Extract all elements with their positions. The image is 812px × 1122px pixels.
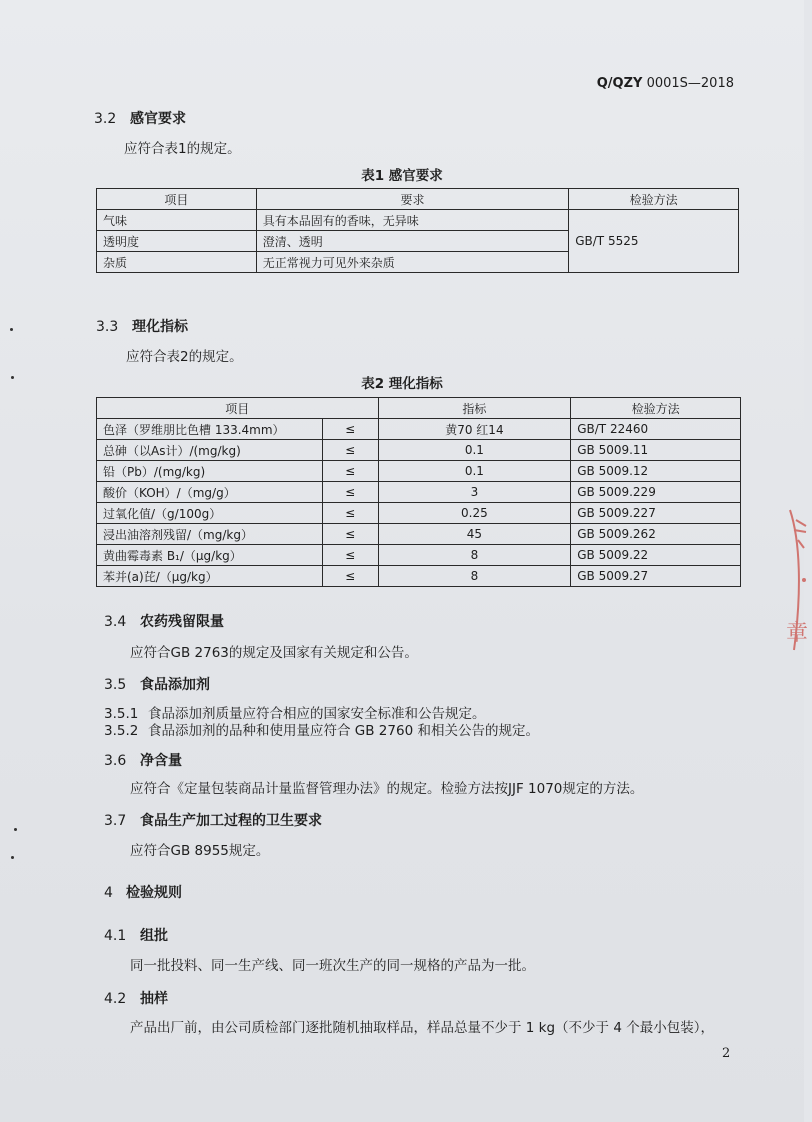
document-code: Q/QZY 0001S—2018: [596, 76, 734, 91]
table2-cell-method: GB 5009.11: [571, 440, 741, 461]
section-heading-3-6: 3.6 净含量: [104, 753, 182, 769]
table2-cell-item: 黄曲霉毒素 B₁/（μg/kg）: [97, 545, 323, 566]
scan-speck: [10, 328, 13, 331]
table1-caption: 表1 感官要求: [361, 168, 443, 184]
table2-cell-method: GB 5009.27: [571, 566, 741, 587]
section-text-3-4: 应符合GB 2763的规定及国家有关规定和公告。: [130, 645, 418, 661]
table2-cell-item: 过氧化值/（g/100g）: [97, 503, 323, 524]
table2-cell-value: 8: [378, 545, 571, 566]
table-row: [97, 461, 741, 482]
table2-cell-value: 45: [378, 524, 571, 545]
section-heading-3-4: 3.4 农药残留限量: [104, 614, 224, 630]
scan-speck: [14, 828, 17, 831]
scan-speck: [11, 856, 14, 859]
table2-cell-item: 酸价（KOH）/（mg/g）: [97, 482, 323, 503]
section-text-3-6: 应符合《定量包装商品计量监督管理办法》的规定。检验方法按JJF 1070规定的方法。: [130, 781, 644, 797]
section-text-4-1: 同一批投料、同一生产线、同一班次生产的同一规格的产品为一批。: [130, 958, 535, 974]
section-heading-3-2: 3.2 感官要求: [94, 111, 186, 127]
stamp-glyph: 章: [786, 621, 809, 646]
table2-cell-method: GB/T 22460: [571, 419, 741, 440]
section-heading-3-7: 3.7 食品生产加工过程的卫生要求: [104, 813, 322, 829]
table2-cell-item: 总砷（以As计）/(mg/kg): [97, 440, 323, 461]
section-heading-3-3: 3.3 理化指标: [96, 319, 188, 335]
table1-header-item: 项目: [97, 189, 257, 210]
table2-cell-value: 0.1: [378, 461, 571, 482]
table2-cell-method: GB 5009.227: [571, 503, 741, 524]
table1-method-cell: GB/T 5525: [569, 210, 739, 273]
table2-cell-item: 苯并(a)芘/（μg/kg）: [97, 566, 323, 587]
table2-cell-value: 黄70 红14: [378, 419, 571, 440]
table2-cell-op: ≤: [322, 461, 378, 482]
section-text-4-2: 产品出厂前，由公司质检部门逐批随机抽取样品，样品总量不少于 1 kg（不少于 4 个最小包装），: [130, 1020, 714, 1036]
table2-header-index: 指标: [378, 398, 571, 419]
table-row: [97, 545, 741, 566]
list-item: 3.5.2 食品添加剂的品种和使用量应符合 GB 2760 和相关公告的规定。: [104, 723, 539, 739]
table2-cell-op: ≤: [322, 524, 378, 545]
section-heading-4-1: 4.1 组批: [104, 928, 168, 944]
section-text-3-7: 应符合GB 8955规定。: [130, 843, 270, 859]
table-row: [97, 524, 741, 545]
table1-header-requirement: 要求: [256, 189, 568, 210]
table2-cell-op: ≤: [322, 419, 378, 440]
table-sensory: [96, 188, 739, 273]
table2-cell-item: 浸出油溶剂残留/（mg/kg）: [97, 524, 323, 545]
table2-caption: 表2 理化指标: [361, 376, 443, 392]
table-row: [97, 566, 741, 587]
table2-cell-op: ≤: [322, 503, 378, 524]
table2-cell-op: ≤: [322, 566, 378, 587]
table2-header-method: 检验方法: [571, 398, 741, 419]
section-text-3-3: 应符合表2的规定。: [126, 349, 243, 365]
table2-cell-value: 8: [378, 566, 571, 587]
table2-cell-method: GB 5009.12: [571, 461, 741, 482]
table-row: [97, 440, 741, 461]
table2-cell-method: GB 5009.22: [571, 545, 741, 566]
table2-cell-item: 色泽（罗维朋比色槽 133.4mm）: [97, 419, 323, 440]
company-seal-stamp: [772, 500, 812, 660]
table2-cell-value: 0.1: [378, 440, 571, 461]
table2-cell-method: GB 5009.229: [571, 482, 741, 503]
section-text-3-2: 应符合表1的规定。: [124, 141, 241, 157]
table2-body: [97, 419, 741, 587]
list-item: 3.5.1 食品添加剂质量应符合相应的国家安全标准和公告规定。: [104, 706, 486, 722]
table1-header-method: 检验方法: [569, 189, 739, 210]
table-row: 气味 具有本品固有的香味，无异味 GB/T 5525: [97, 210, 739, 231]
table2-cell-op: ≤: [322, 440, 378, 461]
table2-cell-item: 铅（Pb）/(mg/kg): [97, 461, 323, 482]
table-row: [97, 419, 741, 440]
section-heading-3-5: 3.5 食品添加剂: [104, 677, 210, 693]
table-row: [97, 482, 741, 503]
scan-speck: [11, 376, 14, 379]
section-heading-4: 4 检验规则: [104, 885, 182, 901]
table-row: [97, 503, 741, 524]
table-row: 透明度 澄清、透明: [97, 231, 739, 252]
page-number: 2: [722, 1046, 731, 1061]
table2-cell-value: 0.25: [378, 503, 571, 524]
section-heading-4-2: 4.2 抽样: [104, 991, 168, 1007]
table2-cell-op: ≤: [322, 482, 378, 503]
table2-cell-op: ≤: [322, 545, 378, 566]
table-row: 杂质 无正常视力可见外来杂质: [97, 252, 739, 273]
table2-cell-method: GB 5009.262: [571, 524, 741, 545]
table-physicochemical: [96, 397, 741, 587]
table2-header-item: 项目: [97, 398, 379, 419]
table2-cell-value: 3: [378, 482, 571, 503]
